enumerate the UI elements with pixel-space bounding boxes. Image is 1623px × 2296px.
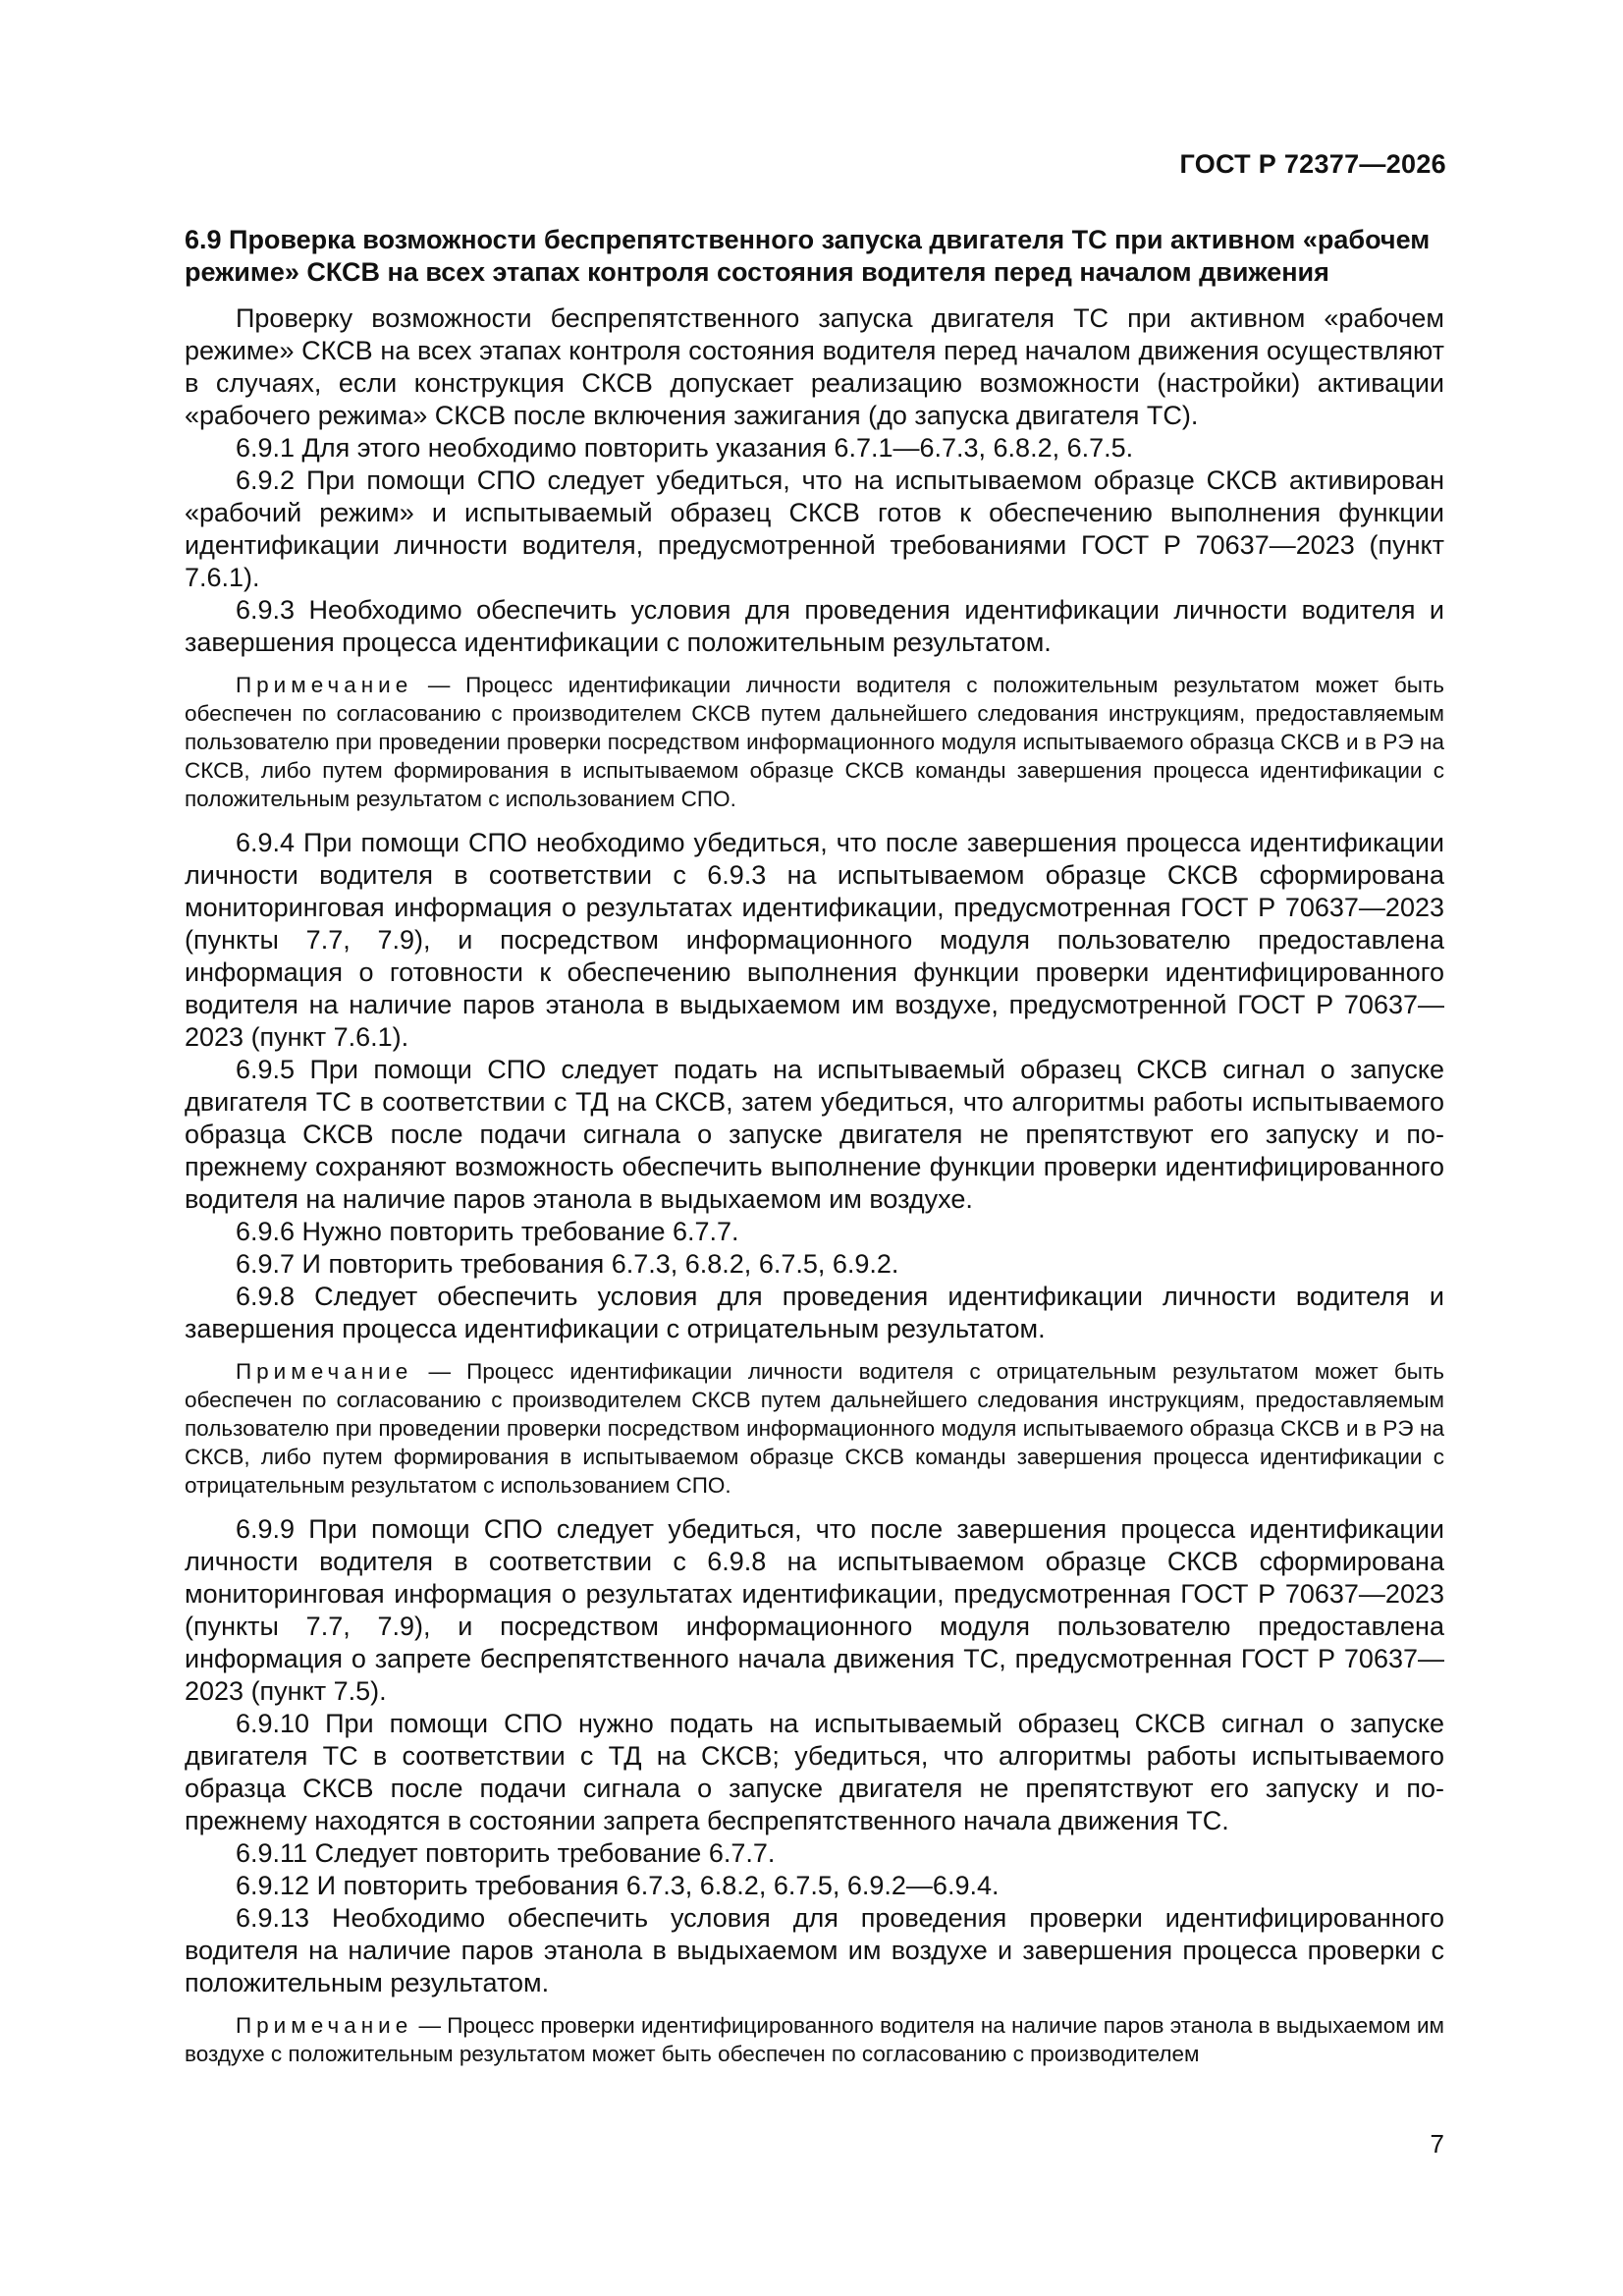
paragraph-6-9-2: 6.9.2 При помощи СПО следует убедиться, что на испытываемом образце СКСВ активирован «рабочий режим» и испытываемый образец СКСВ готов к обеспечению выполнения функции идентификации личности водителя, предусмотренной требованиями ГОСТ Р 70637—2023 (пункт 7.6.1).: [185, 465, 1444, 592]
paragraph-6-9-4: 6.9.4 При помощи СПО необходимо убедиться, что после завершения процесса идентификации личности водителя в соответствии с 6.9.3 на испытываемом образце СКСВ сформирована мониторинговая информация о результатах идентификации, предусмотренная ГОСТ Р 70637—2023 (пункты 7.7, 7.9), и посредством информационного модуля пользователю предоставлена информация о готовности к обеспечению выполнения функции проверки идентифицированного водителя на наличие паров этанола в выдыхаемом им воздухе, предусмотренной ГОСТ Р 70637—2023 (пункт 7.6.1).: [185, 828, 1444, 1052]
paragraph-6-9-9: 6.9.9 При помощи СПО следует убедиться, что после завершения процесса идентификации личности водителя в соответствии с 6.9.8 на испытываемом образце СКСВ сформирована мониторинговая информация о результатах идентификации, предусмотренная ГОСТ Р 70637—2023 (пункты 7.7, 7.9), и посредством информационного модуля пользователю предоставлена информация о запрете беспрепятственного начала движения ТС, предусмотренная ГОСТ Р 70637—2023 (пункт 7.5).: [185, 1514, 1444, 1706]
paragraph-6-9-1: 6.9.1 Для этого необходимо повторить указания 6.7.1—6.7.3, 6.8.2, 6.7.5.: [236, 433, 1134, 463]
document-code: ГОСТ Р 72377—2026: [1179, 149, 1446, 179]
paragraph-6-9-11: 6.9.11 Следует повторить требование 6.7.7.: [236, 1838, 776, 1868]
note-1: [185, 671, 1444, 813]
intro-paragraph: Проверку возможности беспрепятственного запуска двигателя ТС при активном «рабочем режиме» СКСВ на всех этапах контроля состояния водителя перед началом движения осуществляют в случаях, если конструкция СКСВ допускает реализацию возможности (настройки) активации «рабочего режима» СКСВ после включения зажигания (до запуска двигателя ТС).: [185, 303, 1444, 430]
paragraph-6-9-3: 6.9.3 Необходимо обеспечить условия для проведения идентификации личности водителя и завершения процесса идентификации с положительным результатом.: [185, 595, 1444, 657]
note-label: Примечание: [236, 1359, 413, 1384]
paragraph-6-9-7: 6.9.7 И повторить требования 6.7.3, 6.8.2, 6.7.5, 6.9.2.: [236, 1249, 899, 1279]
note-3: [185, 2011, 1444, 2068]
paragraph-6-9-10: 6.9.10 При помощи СПО нужно подать на испытываемый образец СКСВ сигнал о запуске двигателя ТС в соответствии с ТД на СКСВ; убедиться, что алгоритмы работы испытываемого образца СКСВ после подачи сигнала о запуске двигателя не препятствуют его запуску и по-прежнему находятся в состоянии запрета беспрепятственного начала движения ТС.: [185, 1709, 1444, 1835]
note-label: Примечание: [236, 2013, 413, 2038]
page-number: 7: [1430, 2129, 1444, 2159]
note-label: Примечание: [236, 673, 413, 697]
paragraph-6-9-8: 6.9.8 Следует обеспечить условия для проведения идентификации личности водителя и завершения процесса идентификации с отрицательным результатом.: [185, 1282, 1444, 1343]
paragraph-6-9-12: 6.9.12 И повторить требования 6.7.3, 6.8.2, 6.7.5, 6.9.2—6.9.4.: [236, 1871, 1000, 1900]
note-text: — Процесс идентификации личности водителя с отрицательным результатом может быть обеспечен по согласованию с производителем СКСВ путем дальнейшего следования инструкциям, предоставляемым пользователю при проведении проверки посредством информационного модуля испытываемого образца СКСВ и в РЭ на СКСВ, либо путем формирования в испытываемом образце СКСВ команды завершения процесса идентификации с отрицательным результатом с использованием СПО.: [185, 1359, 1444, 1498]
note-text: — Процесс идентификации личности водителя с положительным результатом может быть обеспечен по согласованию с производителем СКСВ путем дальнейшего следования инструкциям, предоставляемым пользователю при проведении проверки посредством информационного модуля испытываемого образца СКСВ и в РЭ на СКСВ, либо путем формирования в испытываемом образце СКСВ команды завершения процесса идентификации с положительным результатом с использованием СПО.: [185, 673, 1444, 811]
paragraph-6-9-6: 6.9.6 Нужно повторить требование 6.7.7.: [236, 1217, 739, 1246]
paragraph-6-9-13: 6.9.13 Необходимо обеспечить условия для проведения проверки идентифицированного водителя на наличие паров этанола в выдыхаемом им воздухе и завершения процесса проверки с положительным результатом.: [185, 1903, 1444, 1997]
note-2: [185, 1357, 1444, 1500]
section-heading: 6.9 Проверка возможности беспрепятственного запуска двигателя ТС при активном «рабочем режиме» СКСВ на всех этапах контроля состояния водителя перед началом движения: [185, 225, 1431, 287]
paragraph-6-9-5: 6.9.5 При помощи СПО следует подать на испытываемый образец СКСВ сигнал о запуске двигателя ТС в соответствии с ТД на СКСВ, затем убедиться, что алгоритмы работы испытываемого образца СКСВ после подачи сигнала о запуске двигателя не препятствуют его запуску и по-прежнему сохраняют возможность обеспечить выполнение функции проверки идентифицированного водителя на наличие паров этанола в выдыхаемом им воздухе.: [185, 1055, 1444, 1214]
note-text: — Процесс проверки идентифицированного водителя на наличие паров этанола в выдыхаемом им воздухе с положительным результатом может быть обеспечен по согласованию с производителем: [185, 2013, 1444, 2066]
document-body: [185, 224, 1444, 2082]
